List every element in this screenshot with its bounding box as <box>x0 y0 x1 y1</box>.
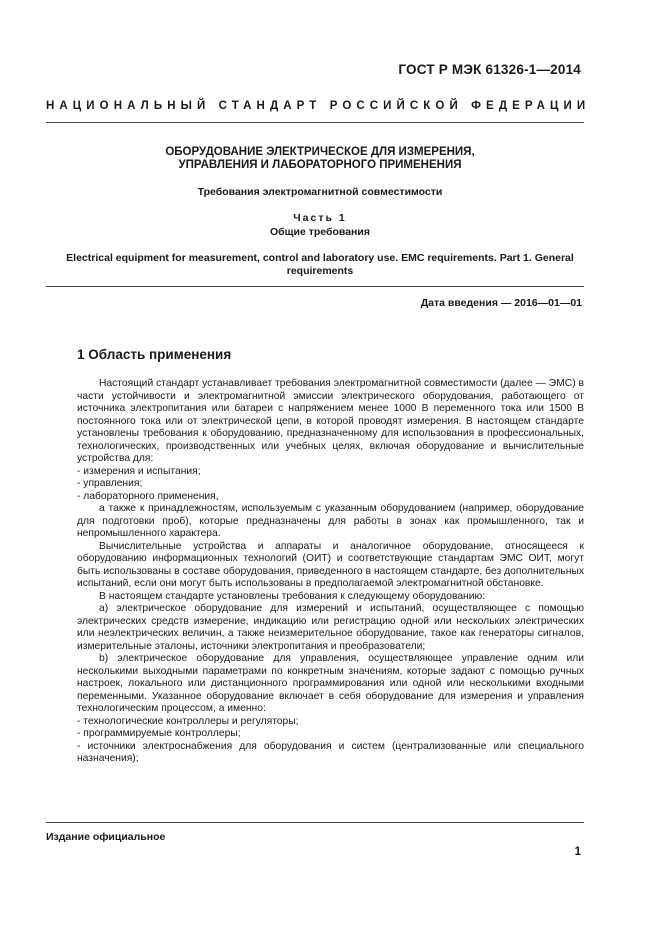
list-item: - программируемые контроллеры; <box>77 728 241 739</box>
english-title-line-2: requirements <box>286 265 354 277</box>
section-heading: 1 Область применения <box>77 347 232 362</box>
national-standard-title: НАЦИОНАЛЬНЫЙ СТАНДАРТ РОССИЙСКОЙ ФЕДЕРАЦИИ <box>46 100 591 112</box>
paragraph: a) электрическое оборудование для измерений и испытаний, осуществляющее с помощью электрических средств измерение, индикацию или регистрацию одной или нескольких электрических или неэлектрических величин, а также неизмерительное оборудование, такое как генераторы сигналов, измерительные эталоны, источники электропитания и преобразователи; <box>77 603 584 652</box>
standard-number: ГОСТ Р МЭК 61326-1—2014 <box>398 62 581 77</box>
document-title-line-2: УПРАВЛЕНИЯ И ЛАБОРАТОРНОГО ПРИМЕНЕНИЯ <box>178 159 462 171</box>
document-subtitle: Требования электромагнитной совместимости <box>197 186 443 198</box>
list-item: - лабораторного применения, <box>77 490 219 502</box>
list-item: - технологические контроллеры и регуляторы; <box>77 715 299 727</box>
header-divider <box>46 122 584 123</box>
english-title-line-1: Electrical equipment for measurement, control and laboratory use. EMC requirements. Part 1. General <box>66 252 574 264</box>
document-title-line-1: ОБОРУДОВАНИЕ ЭЛЕКТРИЧЕСКОЕ ДЛЯ ИЗМЕРЕНИЯ, <box>165 146 475 158</box>
section-body <box>77 378 584 766</box>
title-divider <box>46 286 584 287</box>
page-number: 1 <box>574 846 581 858</box>
list-item: - источники электроснабжения для оборудования и систем (централизованные или специального назначения); <box>77 740 584 764</box>
part-label: Часть 1 <box>293 212 347 224</box>
official-edition: Издание официальное <box>46 831 166 843</box>
list-item: - измерения и испытания; <box>77 465 201 477</box>
document-title <box>60 146 580 172</box>
paragraph: В настоящем стандарте установлены требования к следующему оборудованию: <box>99 590 486 602</box>
paragraph: Настоящий стандарт устанавливает требования электромагнитной совместимости (далее — ЭМС) в части устойчивости и электромагнитной эмиссии электрического оборудования, работающего от источника электропитания или батареи с напряжением менее 1000 В переменного тока или 1500 В постоянного тока или от электрической цепи, в которой проводят измерения. В настоящем стандарте установлены требования к оборудованию, предназначенному для использования в профессиональных, технологических, производственных или учебных целях, включая оборудование и вычислительные устройства для: <box>77 378 584 464</box>
paragraph: а также к принадлежностям, используемым с указанным оборудованием (например, оборудование для подготовки проб), которые предназначены для работы в зонах как промышленного, так и непромышленного характера. <box>77 503 584 539</box>
paragraph: Вычислительные устройства и аппараты и аналогичное оборудование, относящееся к оборудованию информационных технологий (ОИТ) и соответствующие стандартам ЭМС ОИТ, могут быть использованы в составе оборудования, приведенного в настоящем стандарте, без дополнительных испытаний, если они могут быть использованы в предполагаемой электромагнитной обстановке. <box>77 540 584 589</box>
footer-divider <box>46 822 584 823</box>
part-title: Общие требования <box>270 226 370 238</box>
list-item: - управления; <box>77 478 143 489</box>
english-title <box>60 252 580 278</box>
paragraph: b) электрическое оборудование для управления, осуществляющее управление одним или несколькими выходными параметрами по конкретным значениям, которые задают с помощью ручных настроек, локального или дистанционного программирования или одной или несколькими входными переменными. Указанное оборудование включает в себя оборудование для измерения и управления технологическим процессом, а именно: <box>77 653 584 714</box>
introduction-date: Дата введения — 2016—01—01 <box>420 297 582 309</box>
